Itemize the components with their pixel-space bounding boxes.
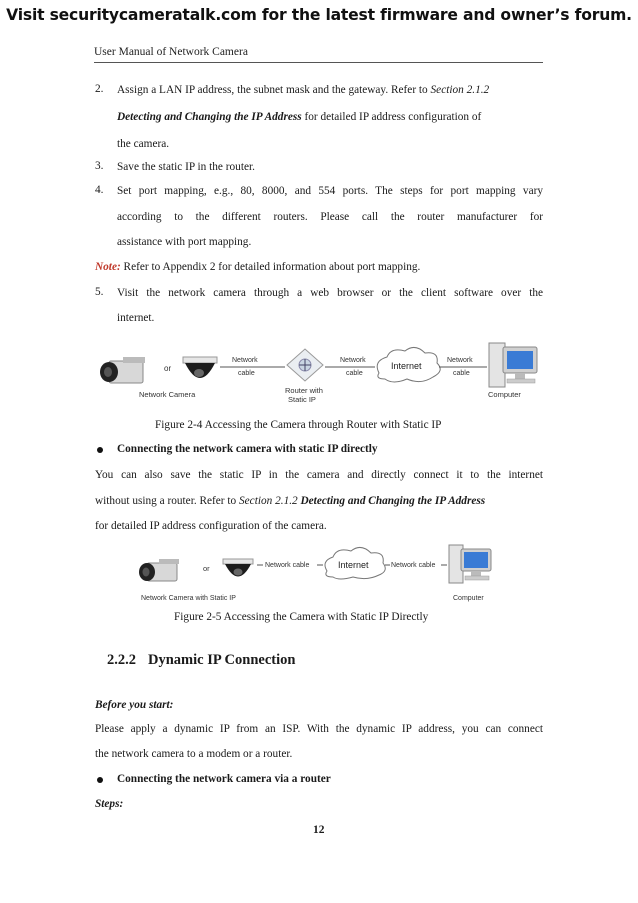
figure2-internet-label: Internet (338, 560, 369, 570)
dome-camera-icon (183, 357, 217, 378)
figure1-cable-label: cable (453, 370, 470, 377)
step-4-line-1: Set port mapping, e.g., 80, 8000, and 554 ports. The steps for port mapping vary (117, 185, 543, 197)
figure1-router-label: Static IP (288, 395, 316, 404)
figure-2-5-caption: Figure 2-5 Accessing the Camera with Static IP Directly (174, 611, 429, 623)
figure-2-4-diagram (95, 335, 545, 415)
section-number: 2.2.2 (107, 652, 136, 668)
step-5-line-2: internet. (117, 312, 155, 324)
section-heading (107, 652, 295, 669)
figure-2-5-diagram (135, 543, 505, 605)
note (95, 260, 420, 274)
figure1-cable-label: cable (346, 370, 363, 377)
paragraph-line: You can also save the static IP in the camera and directly connect it to the internet (95, 469, 543, 481)
figure1-cable-label: Network (232, 357, 258, 364)
box-camera-icon (100, 357, 145, 383)
before-you-start-label: Before you start: (95, 699, 174, 711)
bullet-heading: Connecting the network camera with static IP directly (117, 443, 378, 455)
router-icon (287, 349, 323, 381)
note-label: Note: (95, 261, 121, 273)
figure1-internet-label: Internet (391, 361, 422, 371)
computer-icon (489, 343, 537, 387)
bullet-heading: Connecting the network camera via a router (117, 773, 331, 785)
step-number: 5. (95, 286, 104, 298)
step-2-line-3: the camera. (117, 138, 170, 150)
note-text: Refer to Appendix 2 for detailed information about port mapping. (120, 261, 421, 273)
paragraph-line (95, 494, 485, 508)
steps-label: Steps: (95, 798, 124, 810)
step-number: 2. (95, 83, 104, 95)
box-camera-icon (139, 559, 179, 581)
section-reference: Section 2.1.2 (430, 84, 490, 96)
figure1-network-camera: Network Camera (139, 390, 196, 399)
bullet-icon (97, 447, 103, 453)
figure2-or: or (203, 564, 210, 573)
step-number: 3. (95, 160, 104, 172)
paragraph-line: Please apply a dynamic IP from an ISP. With the dynamic IP address, you can connect (95, 723, 543, 735)
paragraph-line: the network camera to a modem or a router. (95, 748, 293, 760)
figure2-cable-label: Network cable (265, 562, 310, 569)
dome-camera-icon (223, 559, 253, 577)
step-4-line-3: assistance with port mapping. (117, 236, 252, 248)
figure2-computer-label: Computer (453, 595, 484, 602)
step-2-line-2 (117, 110, 481, 124)
step-2-line-1 (117, 83, 489, 97)
step-5-line-1: Visit the network camera through a web browser or the client software over the (117, 287, 543, 299)
section-title-reference: Detecting and Changing the IP Address (297, 495, 486, 507)
step-2-text: Assign a LAN IP address, the subnet mask and the gateway. Refer to (117, 84, 431, 96)
step-4-line-2: according to the different routers. Please call the router manufacturer for (117, 211, 543, 223)
figure1-computer-label: Computer (488, 390, 521, 399)
step-number: 4. (95, 184, 104, 196)
paragraph-line: for detailed IP address configuration of the camera. (95, 520, 327, 532)
figure1-router-label: Router with (285, 386, 323, 395)
step-3-text: Save the static IP in the router. (117, 161, 255, 173)
running-header: User Manual of Network Camera (94, 46, 248, 58)
site-banner: Visit securitycameratalk.com for the latest firmware and owner’s forum. (6, 6, 632, 24)
figure1-cable-label: cable (238, 370, 255, 377)
figure-2-4-caption: Figure 2-4 Accessing the Camera through Router with Static IP (155, 419, 442, 431)
section-title: Dynamic IP Connection (148, 652, 296, 668)
section-title-reference: Detecting and Changing the IP Address (117, 111, 302, 123)
paragraph-text: without using a router. Refer to (95, 495, 240, 507)
bullet-icon (97, 777, 103, 783)
figure2-cable-label: Network cable (391, 562, 436, 569)
figure1-cable-label: Network (340, 357, 366, 364)
computer-icon (449, 545, 491, 583)
step-2-text: for detailed IP address configuration of (301, 111, 482, 123)
header-rule (94, 62, 543, 63)
figure2-network-camera: Network Camera with Static IP (141, 595, 236, 602)
figure1-or: or (164, 364, 172, 373)
page-number: 12 (313, 824, 325, 836)
figure1-cable-label: Network (447, 357, 473, 364)
section-reference: Section 2.1.2 (239, 495, 298, 507)
